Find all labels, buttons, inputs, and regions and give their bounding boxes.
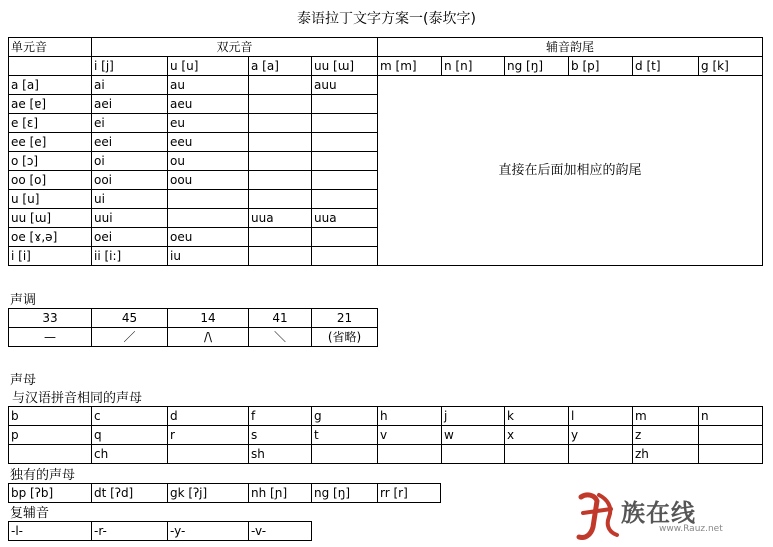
vowel-cell <box>249 114 312 133</box>
vowel-cell: ai <box>92 76 168 95</box>
initials-table <box>8 406 763 464</box>
vowel-cell <box>249 76 312 95</box>
empty-cell <box>9 57 92 76</box>
initial-cell <box>505 445 569 464</box>
initial-cell <box>168 445 249 464</box>
initial-cell: f <box>249 407 312 426</box>
initial-cell: l <box>569 407 633 426</box>
vowel-cell: ei <box>92 114 168 133</box>
unique-initial-cell: dt [ʔd] <box>92 484 168 503</box>
initial-cell: z <box>633 426 699 445</box>
vowel-cell: oi <box>92 152 168 171</box>
vowel-cell: uua <box>249 209 312 228</box>
tone-mark: (省略) <box>312 328 378 347</box>
cluster-cell: -r- <box>92 522 168 541</box>
vowel-cell: oeu <box>168 228 249 247</box>
cluster-label: 复辅音 <box>10 506 50 521</box>
coda-header: 辅音韵尾 <box>378 38 763 57</box>
vowel-cell: auu <box>312 76 378 95</box>
vowel-cell <box>249 247 312 266</box>
initial-cell: c <box>92 407 168 426</box>
unique-initials-label: 独有的声母 <box>10 468 76 483</box>
vowel-cell: ii [i:] <box>92 247 168 266</box>
tone-mark: ／ <box>92 328 168 347</box>
vowel-cell <box>168 190 249 209</box>
vowel-cell: oou <box>168 171 249 190</box>
initial-cell <box>312 445 378 464</box>
vowel-cell: aeu <box>168 95 249 114</box>
vowel-cell: eu <box>168 114 249 133</box>
cluster-table <box>8 521 312 541</box>
vowel-cell: ou <box>168 152 249 171</box>
vowel-cell: oe [ɤ,ə] <box>9 228 92 247</box>
tone-value: 21 <box>312 309 378 328</box>
vowel-cell: a [a] <box>9 76 92 95</box>
vowel-cell <box>312 171 378 190</box>
initial-cell <box>569 445 633 464</box>
coda-col-header: d [t] <box>633 57 699 76</box>
initial-cell <box>378 445 442 464</box>
watermark-url: www.Rauz.net <box>659 524 723 534</box>
vowel-cell: au <box>168 76 249 95</box>
vowel-cell: oo [o] <box>9 171 92 190</box>
vowel-cell <box>312 133 378 152</box>
vowel-cell <box>249 171 312 190</box>
initial-cell: d <box>168 407 249 426</box>
tone-mark: /\ <box>168 328 249 347</box>
vowel-cell: i [i] <box>9 247 92 266</box>
vowel-cell: ui <box>92 190 168 209</box>
cluster-cell: -v- <box>249 522 312 541</box>
vowel-cell <box>312 95 378 114</box>
initial-cell: t <box>312 426 378 445</box>
tone-label: 声调 <box>10 293 37 308</box>
vowel-cell: ooi <box>92 171 168 190</box>
initial-cell: sh <box>249 445 312 464</box>
vowel-cell <box>249 95 312 114</box>
tone-mark: ＼ <box>249 328 312 347</box>
initial-cell: m <box>633 407 699 426</box>
initial-cell: g <box>312 407 378 426</box>
initial-cell: r <box>168 426 249 445</box>
vowel-cell: e [ɛ] <box>9 114 92 133</box>
tone-table <box>8 308 378 347</box>
coda-col-header: ng [ŋ] <box>505 57 569 76</box>
initial-cell <box>9 445 92 464</box>
initial-cell: w <box>442 426 505 445</box>
vowel-cell: u [u] <box>9 190 92 209</box>
watermark-logo <box>573 493 753 541</box>
unique-initial-cell: bp [ʔb] <box>9 484 92 503</box>
vowel-cell: uu [ɯ] <box>9 209 92 228</box>
initial-cell <box>699 445 763 464</box>
initial-cell <box>699 426 763 445</box>
initial-cell: n <box>699 407 763 426</box>
brush-glyph-icon <box>573 487 619 543</box>
initial-cell: j <box>442 407 505 426</box>
watermark-text: 族在线 <box>621 499 696 527</box>
diph-col-header: i [j] <box>92 57 168 76</box>
tone-value: 45 <box>92 309 168 328</box>
unique-initial-cell: gk [ʔj] <box>168 484 249 503</box>
vowel-cell <box>249 228 312 247</box>
initial-cell: ch <box>92 445 168 464</box>
coda-col-header: n [n] <box>442 57 505 76</box>
coda-col-header: b [p] <box>569 57 633 76</box>
initial-cell: k <box>505 407 569 426</box>
initial-cell: p <box>9 426 92 445</box>
unique-initial-cell: ng [ŋ] <box>312 484 378 503</box>
diph-col-header: u [u] <box>168 57 249 76</box>
vowel-cell <box>312 152 378 171</box>
vowel-cell: uua <box>312 209 378 228</box>
tone-value: 14 <box>168 309 249 328</box>
vowel-cell <box>312 247 378 266</box>
unique-initial-cell: nh [ɲ] <box>249 484 312 503</box>
tone-value: 41 <box>249 309 312 328</box>
vowel-cell <box>312 190 378 209</box>
vowel-cell <box>249 152 312 171</box>
diphthong-header: 双元音 <box>92 38 378 57</box>
tone-value: 33 <box>9 309 92 328</box>
coda-col-header: g [k] <box>699 57 763 76</box>
initial-cell: zh <box>633 445 699 464</box>
same-initials-label: 与汉语拼音相同的声母 <box>12 391 143 406</box>
unique-initials-table <box>8 483 441 503</box>
vowel-cell: oei <box>92 228 168 247</box>
vowel-cell: eei <box>92 133 168 152</box>
vowel-cell <box>312 114 378 133</box>
coda-note: 直接在后面加相应的韵尾 <box>378 76 763 266</box>
initial-cell: h <box>378 407 442 426</box>
vowel-cell <box>249 133 312 152</box>
vowel-cell: eeu <box>168 133 249 152</box>
vowel-cell: aei <box>92 95 168 114</box>
initial-cell: s <box>249 426 312 445</box>
vowel-cell: ae [ɐ] <box>9 95 92 114</box>
vowel-cell <box>249 190 312 209</box>
tone-mark: — <box>9 328 92 347</box>
initials-label: 声母 <box>10 373 37 388</box>
vowel-cell: o [ɔ] <box>9 152 92 171</box>
diph-col-header: a [a] <box>249 57 312 76</box>
vowel-table <box>8 37 763 266</box>
cluster-cell: -y- <box>168 522 249 541</box>
initial-cell: x <box>505 426 569 445</box>
vowel-cell: uui <box>92 209 168 228</box>
initial-cell: y <box>569 426 633 445</box>
cluster-cell: -l- <box>9 522 92 541</box>
vowel-cell <box>312 228 378 247</box>
initial-cell: v <box>378 426 442 445</box>
unique-initial-cell: rr [r] <box>378 484 441 503</box>
vowel-cell <box>168 209 249 228</box>
vowel-cell: ee [e] <box>9 133 92 152</box>
initial-cell: q <box>92 426 168 445</box>
mono-vowel-header: 单元音 <box>9 38 92 57</box>
diph-col-header: uu [ɯ] <box>312 57 378 76</box>
initial-cell: b <box>9 407 92 426</box>
page-title: 泰语拉丁文字方案一(泰坎字) <box>297 11 476 27</box>
coda-col-header: m [m] <box>378 57 442 76</box>
vowel-cell: iu <box>168 247 249 266</box>
initial-cell <box>442 445 505 464</box>
